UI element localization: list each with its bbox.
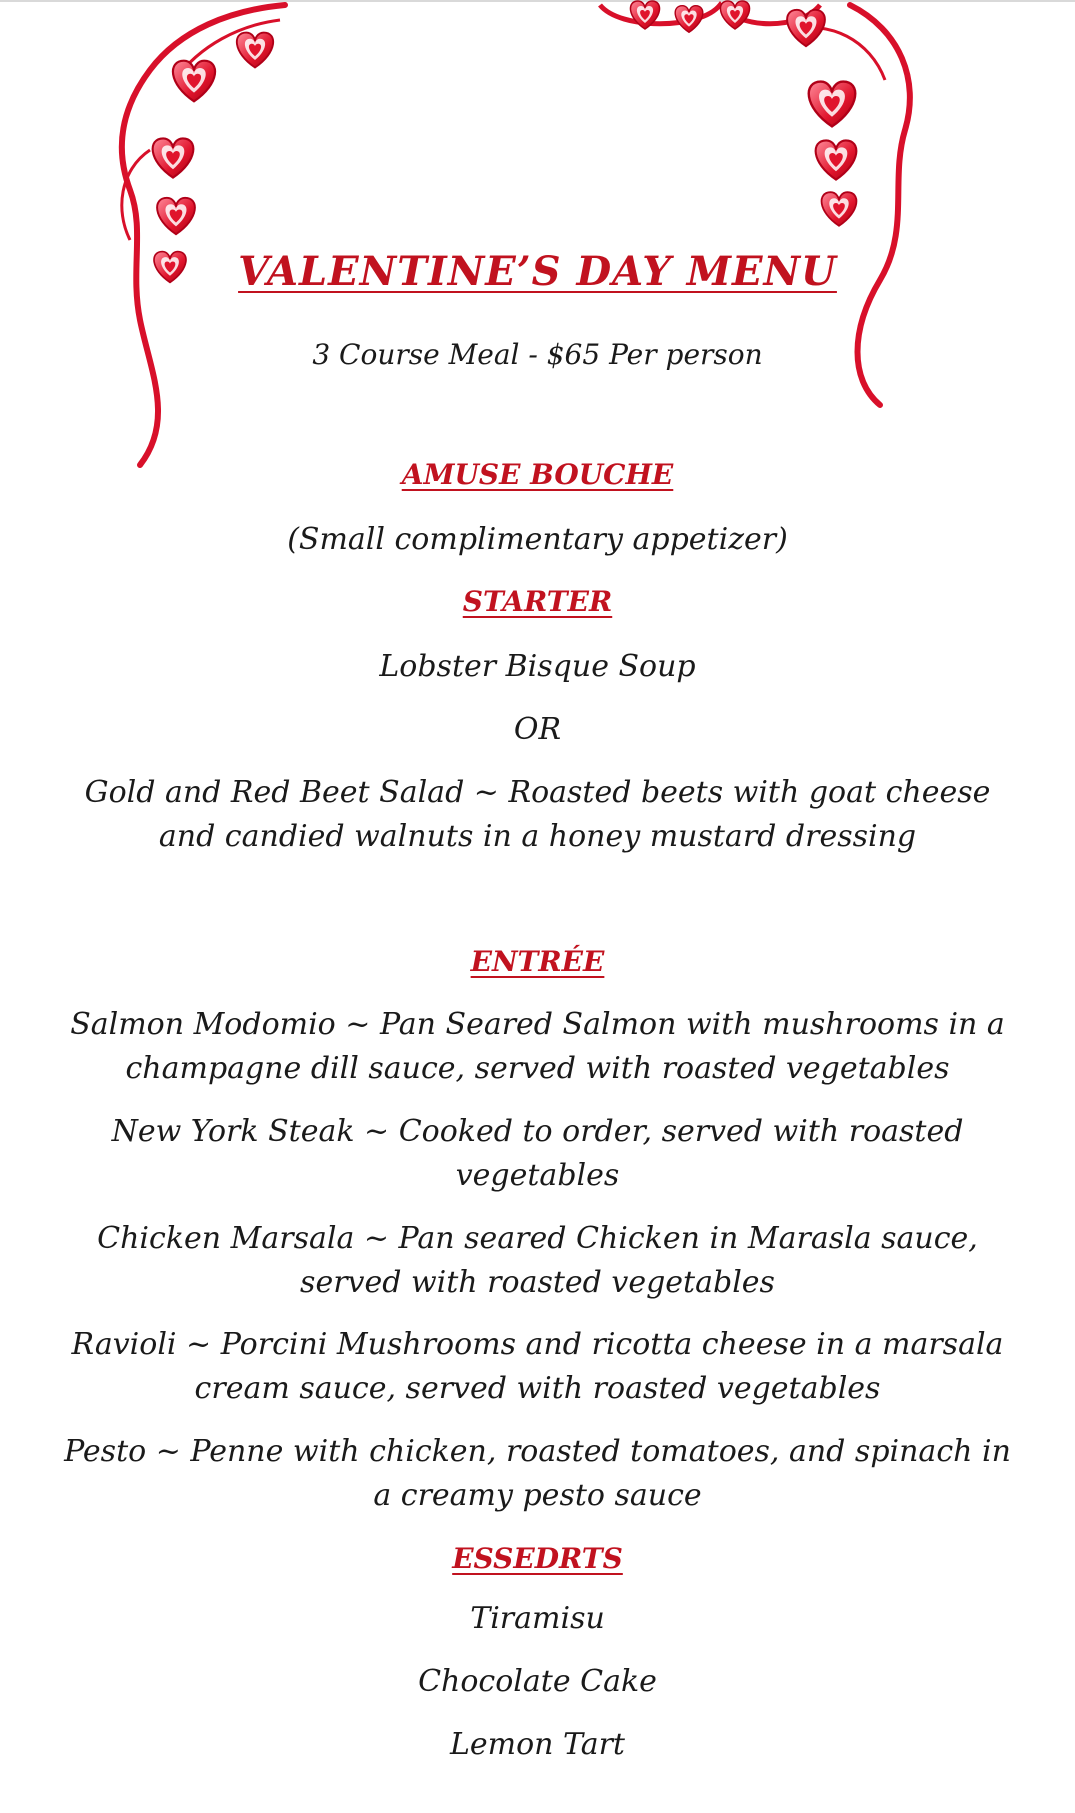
heart-ornament-graphic <box>0 0 1075 480</box>
amuse-bouche-note: (Small complimentary appetizer) <box>287 522 788 557</box>
starter-or-separator: OR <box>513 712 562 747</box>
section-heading-starter: STARTER <box>462 585 613 618</box>
entree-item-ravioli-line2: cream sauce, served with roasted vegetables <box>194 1371 881 1406</box>
left-heart-ornament-icon <box>122 5 285 465</box>
section-heading-entree: ENTRÉE <box>470 945 605 978</box>
menu-subtitle: 3 Course Meal - $65 Per person <box>312 338 763 371</box>
section-heading-desserts: ESSEDRTS <box>452 1542 623 1575</box>
starter-item-beet-salad-line2: and candied walnuts in a honey mustard dressing <box>158 819 917 854</box>
entree-item-salmon-line2: champagne dill sauce, served with roasted vegetables <box>125 1051 950 1086</box>
starter-item-beet-salad-line1: Gold and Red Beet Salad ~ Roasted beets with goat cheese <box>84 775 991 810</box>
starter-item-lobster-bisque: Lobster Bisque Soup <box>379 649 696 684</box>
entree-item-steak-line2: vegetables <box>455 1158 620 1193</box>
entree-item-steak-line1: New York Steak ~ Cooked to order, served with roasted <box>111 1114 964 1149</box>
dessert-item-lemon-tart: Lemon Tart <box>449 1727 625 1762</box>
entree-item-salmon-line1: Salmon Modomio ~ Pan Seared Salmon with mushrooms in a <box>70 1007 1005 1042</box>
section-heading-amuse-bouche: AMUSE BOUCHE <box>401 458 674 491</box>
entree-item-chicken-line2: served with roasted vegetables <box>300 1265 775 1300</box>
entree-item-pesto-line1: Pesto ~ Penne with chicken, roasted tomatoes, and spinach in <box>64 1434 1011 1469</box>
dessert-item-tiramisu: Tiramisu <box>470 1601 605 1636</box>
dessert-item-chocolate-cake: Chocolate Cake <box>418 1664 657 1699</box>
entree-item-ravioli-line1: Ravioli ~ Porcini Mushrooms and ricotta cheese in a marsala <box>71 1327 1004 1362</box>
entree-item-chicken-line1: Chicken Marsala ~ Pan seared Chicken in Marasla sauce, <box>97 1221 978 1256</box>
entree-item-pesto-line2: a creamy pesto sauce <box>373 1478 702 1513</box>
menu-title: VALENTINE’S DAY MENU <box>238 248 837 295</box>
